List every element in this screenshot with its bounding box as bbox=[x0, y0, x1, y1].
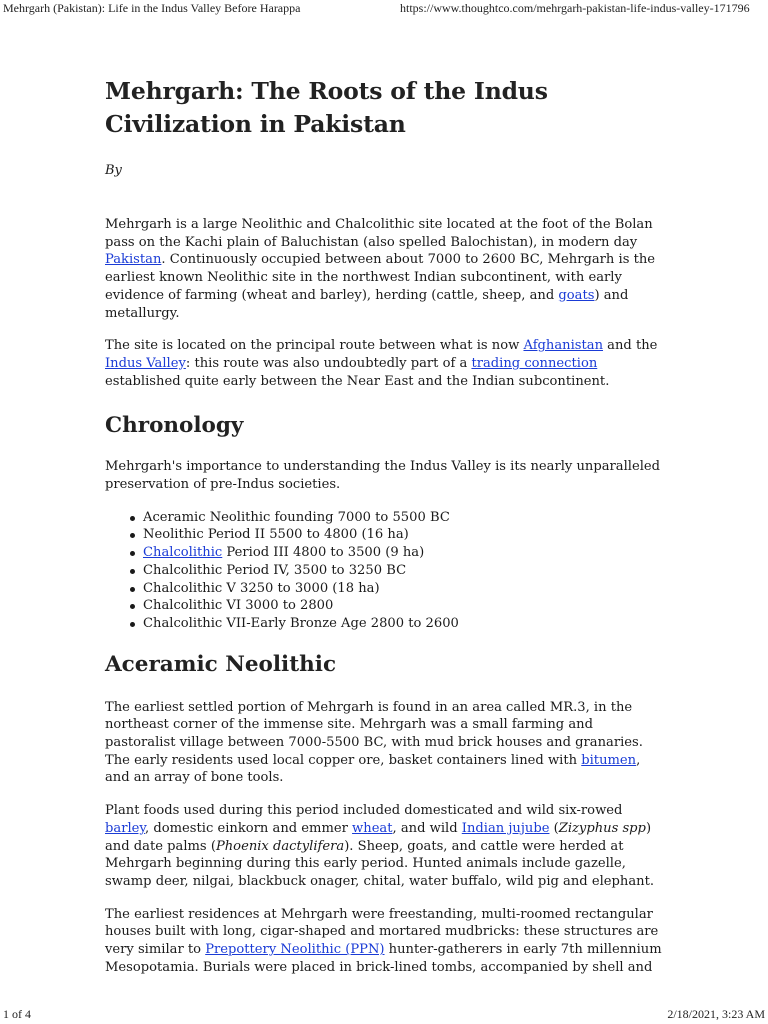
print-header bbox=[0, 0, 768, 18]
list-item: Chalcolithic VI 3000 to 2800 bbox=[143, 597, 665, 615]
text-run: , domestic einkorn and emmer bbox=[145, 820, 353, 836]
aceramic-neolithic-heading: Aceramic Neolithic bbox=[105, 651, 337, 677]
link-indus-valley[interactable]: Indus Valley bbox=[105, 355, 186, 371]
text-run: Mehrgarh is a large Neolithic and Chalcolithic site located at the foot of the Bolan pass on the Kachi plain of Baluchistan (also spelled Balochistan), in modern day bbox=[105, 217, 653, 250]
text-run: hunter-gatherers in early 7th millennium Mesopotamia. Burials were placed in brick-lined tombs, accompanied by shell and bbox=[105, 942, 662, 975]
link-chalcolithic[interactable]: Chalcolithic bbox=[143, 545, 223, 561]
chronology-heading: Chronology bbox=[105, 413, 244, 439]
text-run: , and wild bbox=[392, 820, 462, 836]
scientific-name: Phoenix dactylifera bbox=[215, 838, 345, 854]
link-wheat[interactable]: wheat bbox=[352, 820, 393, 836]
chronology-paragraph: Mehrgarh's importance to understanding the Indus Valley is its nearly unparalleled preservation of pre-Indus societies. bbox=[105, 459, 661, 493]
text-run: Plant foods used during this period included domesticated and wild six-rowed bbox=[105, 803, 623, 819]
article-title: Mehrgarh: The Roots of the Indus Civilization in Pakistan bbox=[105, 77, 548, 138]
text-run: . Continuously occupied between about 7000 to 2600 BC, Mehrgarh is the earliest known Neolithic site in the northwest Indian subcontinent, with early evidence of farming (wheat and barley), herding (cattle, sheep, and bbox=[105, 252, 656, 303]
text-run: The earliest residences at Mehrgarh were freestanding, multi-roomed rectangular houses built with long, cigar-shaped and mortared mudbricks: these structures are very similar to bbox=[105, 906, 659, 958]
chronology-list bbox=[105, 509, 665, 633]
link-pakistan[interactable]: Pakistan bbox=[105, 252, 162, 268]
text-run: Period III 4800 to 3500 (9 ha) bbox=[222, 545, 425, 561]
link-afghanistan[interactable]: Afghanistan bbox=[523, 338, 604, 354]
text-run: : this route was also undoubtedly part of a bbox=[185, 355, 472, 371]
aceramic-paragraph-1 bbox=[105, 699, 665, 788]
text-run: The site is located on the principal route between what is now bbox=[105, 338, 524, 354]
link-trading-connection[interactable]: trading connection bbox=[471, 355, 598, 371]
text-run: ) and metallurgy. bbox=[105, 287, 629, 321]
text-run: ) and date palms ( bbox=[105, 820, 652, 854]
text-run: ). Sheep, goats, and cattle were herded at Mehrgarh beginning during this early period. Hunted animals include gazelle, swamp deer, nilgai, blackbuck onager, chital, water buffalo, wild pig and elephant. bbox=[105, 838, 654, 889]
aceramic-paragraph-2 bbox=[105, 802, 665, 891]
link-goats[interactable]: goats bbox=[558, 287, 595, 303]
text-run: established quite early between the Near East and the Indian subcontinent. bbox=[105, 373, 610, 389]
scientific-name: Zizyphus spp bbox=[558, 820, 646, 836]
text-run: The earliest settled portion of Mehrgarh is found in an area called MR.3, in the northeast corner of the immense site. Mehrgarh was a small farming and pastoralist village between 7000-5500 BC, with mud brick houses and granaries. The early residents used local copper ore, basket containers lined with bbox=[105, 699, 643, 768]
chronology-section bbox=[105, 458, 665, 632]
list-item: Aceramic Neolithic founding 7000 to 5500 BC bbox=[143, 509, 665, 527]
list-item: Chalcolithic V 3250 to 3000 (18 ha) bbox=[143, 580, 665, 598]
article bbox=[105, 75, 665, 977]
intro-section bbox=[105, 216, 665, 390]
link-indian-jujube[interactable]: Indian jujube bbox=[461, 820, 550, 836]
list-item: Neolithic Period II 5500 to 4800 (16 ha) bbox=[143, 526, 665, 544]
link-bitumen[interactable]: bitumen bbox=[581, 752, 637, 768]
intro-paragraph-2 bbox=[105, 337, 665, 390]
aceramic-paragraph-3 bbox=[105, 906, 665, 977]
intro-paragraph-1 bbox=[105, 216, 665, 322]
print-timestamp: 2/18/2021, 3:23 AM bbox=[667, 1007, 765, 1021]
list-item bbox=[143, 544, 665, 562]
list-item: Chalcolithic VII-Early Bronze Age 2800 to 2600 bbox=[143, 615, 665, 633]
print-footer bbox=[0, 1006, 768, 1024]
link-barley[interactable]: barley bbox=[105, 820, 146, 836]
byline: By bbox=[105, 163, 122, 178]
list-item: Chalcolithic Period IV, 3500 to 3250 BC bbox=[143, 562, 665, 580]
print-header-url: https://www.thoughtco.com/mehrgarh-pakistan-life-indus-valley-171796 bbox=[400, 1, 750, 15]
aceramic-section bbox=[105, 699, 665, 977]
text-run: , and an array of bone tools. bbox=[105, 752, 641, 786]
page-number: 1 of 4 bbox=[3, 1007, 31, 1021]
print-header-title: Mehrgarh (Pakistan): Life in the Indus Valley Before Harappa bbox=[3, 1, 301, 15]
text-run: ( bbox=[549, 820, 559, 836]
link-prepottery-neolithic[interactable]: Prepottery Neolithic (PPN) bbox=[205, 942, 385, 958]
text-run: and the bbox=[603, 338, 658, 354]
